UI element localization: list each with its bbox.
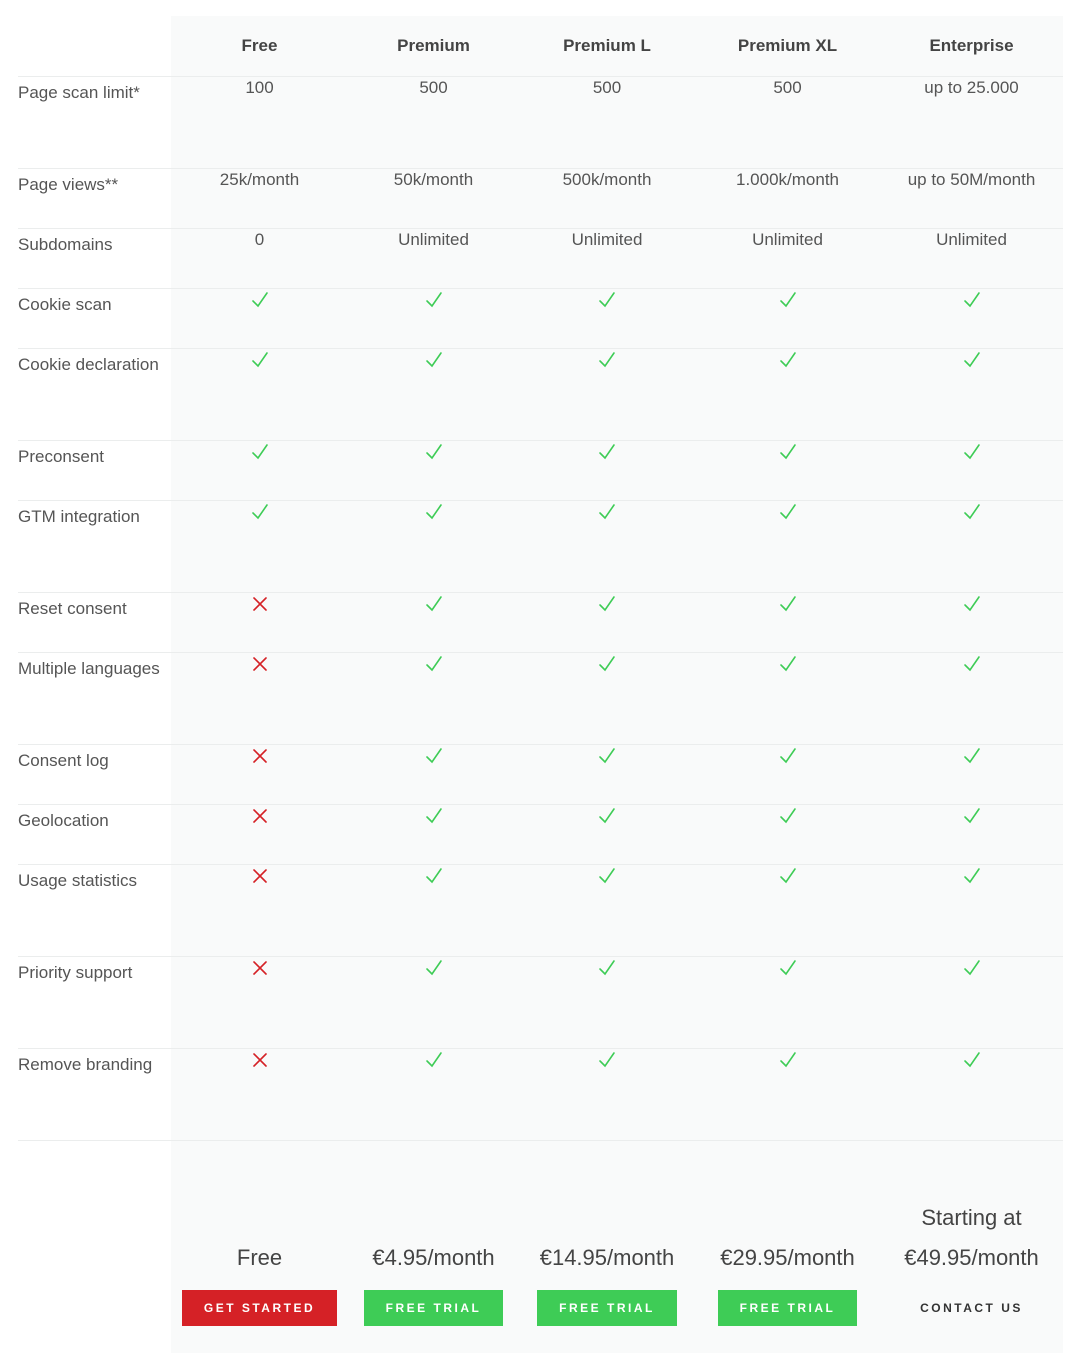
feature-value-cell <box>519 349 695 441</box>
check-icon <box>423 653 445 675</box>
feature-value-cell <box>171 501 348 593</box>
feature-value-cell <box>880 805 1063 865</box>
feature-value: 100 <box>245 78 274 97</box>
feature-value-cell <box>171 229 348 289</box>
feature-row <box>18 593 1063 653</box>
check-icon <box>423 593 445 615</box>
feature-value-cell <box>880 865 1063 957</box>
feature-value-cell <box>348 169 519 229</box>
feature-value-cell <box>695 957 880 1049</box>
check-icon <box>249 349 271 371</box>
cta-cell <box>519 1286 695 1353</box>
cta-cell <box>348 1286 519 1353</box>
feature-value-cell <box>348 77 519 169</box>
check-icon <box>961 593 983 615</box>
cross-icon <box>249 1049 271 1071</box>
feature-row <box>18 169 1063 229</box>
feature-value-cell <box>348 957 519 1049</box>
feature-label: Priority support <box>18 957 171 1049</box>
check-icon <box>596 289 618 311</box>
cta-cell <box>171 1286 348 1353</box>
feature-value-cell <box>695 1049 880 1141</box>
feature-value-cell <box>695 77 880 169</box>
feature-value: Unlimited <box>752 230 823 249</box>
feature-value-cell <box>171 289 348 349</box>
feature-value: 25k/month <box>219 170 300 189</box>
feature-value-cell <box>695 593 880 653</box>
feature-value-cell <box>880 1049 1063 1141</box>
check-icon <box>961 349 983 371</box>
free-trial-premium-xl-button[interactable]: FREE TRIAL <box>718 1290 858 1326</box>
check-icon <box>777 593 799 615</box>
check-icon <box>961 745 983 767</box>
feature-value-cell <box>880 501 1063 593</box>
feature-value-cell <box>171 1049 348 1141</box>
free-trial-premium-l-button[interactable]: FREE TRIAL <box>537 1290 677 1326</box>
price-cell <box>695 1141 880 1287</box>
check-icon <box>777 957 799 979</box>
feature-label: Reset consent <box>18 593 171 653</box>
check-icon <box>777 805 799 827</box>
feature-value: 500 <box>773 78 802 97</box>
feature-value: 1.000k/month <box>735 170 839 189</box>
feature-value-cell <box>519 653 695 745</box>
feature-row <box>18 805 1063 865</box>
feature-row <box>18 349 1063 441</box>
feature-row <box>18 77 1063 169</box>
pricing-comparison-table <box>18 16 1063 1353</box>
price-amount: €14.95/month <box>539 1245 675 1270</box>
check-icon <box>423 865 445 887</box>
feature-value-cell <box>880 229 1063 289</box>
feature-value-cell <box>348 289 519 349</box>
check-icon <box>596 653 618 675</box>
feature-value-cell <box>695 745 880 805</box>
feature-value-cell <box>171 653 348 745</box>
feature-value-cell <box>348 805 519 865</box>
feature-row <box>18 441 1063 501</box>
feature-value-cell <box>519 289 695 349</box>
check-icon <box>777 653 799 675</box>
check-icon <box>961 653 983 675</box>
get-started-button[interactable]: GET STARTED <box>182 1290 337 1326</box>
feature-value-cell <box>519 169 695 229</box>
feature-value-cell <box>348 501 519 593</box>
feature-value-cell <box>171 957 348 1049</box>
feature-label: Cookie declaration <box>18 349 171 441</box>
feature-value-cell <box>695 169 880 229</box>
feature-value: Unlimited <box>571 230 643 249</box>
free-trial-premium-button[interactable]: FREE TRIAL <box>364 1290 504 1326</box>
check-icon <box>961 957 983 979</box>
feature-value-cell <box>880 653 1063 745</box>
feature-value-cell <box>348 653 519 745</box>
check-icon <box>423 957 445 979</box>
feature-value-cell <box>880 77 1063 169</box>
check-icon <box>423 501 445 523</box>
feature-value-cell <box>880 289 1063 349</box>
check-icon <box>777 1049 799 1071</box>
check-icon <box>596 865 618 887</box>
feature-value-cell <box>695 865 880 957</box>
cross-icon <box>249 745 271 767</box>
feature-value-cell <box>348 349 519 441</box>
check-icon <box>596 805 618 827</box>
price-cell <box>171 1141 348 1287</box>
feature-value-cell <box>171 349 348 441</box>
check-icon <box>961 865 983 887</box>
price-cell <box>519 1141 695 1287</box>
feature-label: Multiple languages <box>18 653 171 745</box>
header-corner <box>18 16 171 77</box>
plan-name-premium-xl: Premium XL <box>695 16 880 77</box>
price-row <box>18 1141 1063 1287</box>
feature-value: 50k/month <box>393 170 474 189</box>
price-cell <box>348 1141 519 1287</box>
feature-value: up to 25.000 <box>924 78 1019 97</box>
feature-value-cell <box>695 289 880 349</box>
feature-value: 0 <box>254 230 265 249</box>
check-icon <box>961 1049 983 1071</box>
feature-value-cell <box>880 349 1063 441</box>
feature-value-cell <box>519 593 695 653</box>
cta-cell <box>880 1286 1063 1353</box>
feature-value-cell <box>695 229 880 289</box>
feature-value-cell <box>519 229 695 289</box>
cta-corner <box>18 1286 171 1353</box>
feature-value-cell <box>695 805 880 865</box>
check-icon <box>961 501 983 523</box>
check-icon <box>777 441 799 463</box>
check-icon <box>596 745 618 767</box>
feature-value-cell <box>519 77 695 169</box>
plan-name-free: Free <box>171 16 348 77</box>
feature-value-cell <box>348 1049 519 1141</box>
feature-value: Unlimited <box>936 230 1007 249</box>
cross-icon <box>249 593 271 615</box>
feature-value-cell <box>880 957 1063 1049</box>
check-icon <box>596 593 618 615</box>
feature-value-cell <box>880 169 1063 229</box>
feature-value-cell <box>348 745 519 805</box>
feature-label: GTM integration <box>18 501 171 593</box>
feature-value-cell <box>695 441 880 501</box>
check-icon <box>423 349 445 371</box>
check-icon <box>961 441 983 463</box>
plan-name-premium: Premium <box>348 16 519 77</box>
feature-row <box>18 229 1063 289</box>
price-amount: Free <box>236 1245 283 1270</box>
price-prefix: Starting at <box>921 1205 1022 1230</box>
feature-value-cell <box>348 865 519 957</box>
plan-header-row <box>18 16 1063 77</box>
feature-label: Usage statistics <box>18 865 171 957</box>
feature-value-cell <box>519 745 695 805</box>
check-icon <box>249 441 271 463</box>
feature-label: Cookie scan <box>18 289 171 349</box>
feature-value-cell <box>348 593 519 653</box>
feature-label: Consent log <box>18 745 171 805</box>
cta-row <box>18 1286 1063 1353</box>
feature-label: Preconsent <box>18 441 171 501</box>
cross-icon <box>249 653 271 675</box>
cta-cell <box>695 1286 880 1353</box>
feature-value-cell <box>171 745 348 805</box>
feature-label: Geolocation <box>18 805 171 865</box>
price-corner <box>18 1141 171 1287</box>
feature-value: up to 50M/month <box>907 170 1036 189</box>
feature-value-cell <box>695 501 880 593</box>
check-icon <box>596 349 618 371</box>
feature-value: 500k/month <box>562 170 652 189</box>
feature-value-cell <box>171 805 348 865</box>
check-icon <box>423 1049 445 1071</box>
feature-value: 500 <box>419 78 448 97</box>
check-icon <box>423 745 445 767</box>
check-icon <box>423 289 445 311</box>
feature-value-cell <box>519 805 695 865</box>
feature-value-cell <box>171 441 348 501</box>
check-icon <box>596 1049 618 1071</box>
cross-icon <box>249 865 271 887</box>
feature-value: 500 <box>592 78 622 97</box>
feature-value-cell <box>880 593 1063 653</box>
feature-value-cell <box>880 441 1063 501</box>
check-icon <box>777 349 799 371</box>
price-amount: €4.95/month <box>372 1245 495 1270</box>
feature-value-cell <box>519 501 695 593</box>
check-icon <box>961 805 983 827</box>
feature-row <box>18 1049 1063 1141</box>
feature-value-cell <box>519 865 695 957</box>
check-icon <box>596 957 618 979</box>
check-icon <box>961 289 983 311</box>
feature-label: Page scan limit* <box>18 77 171 169</box>
feature-row <box>18 865 1063 957</box>
feature-row <box>18 653 1063 745</box>
feature-value-cell <box>695 349 880 441</box>
check-icon <box>249 501 271 523</box>
check-icon <box>777 865 799 887</box>
feature-label: Page views** <box>18 169 171 229</box>
feature-rows <box>18 77 1063 1141</box>
check-icon <box>596 441 618 463</box>
feature-value-cell <box>519 1049 695 1141</box>
feature-label: Remove branding <box>18 1049 171 1141</box>
plan-name-enterprise: Enterprise <box>880 16 1063 77</box>
feature-value-cell <box>348 229 519 289</box>
feature-value-cell <box>695 653 880 745</box>
check-icon <box>423 805 445 827</box>
feature-value-cell <box>880 745 1063 805</box>
plan-name-premium-l: Premium L <box>519 16 695 77</box>
price-cell <box>880 1141 1063 1287</box>
feature-value-cell <box>171 169 348 229</box>
check-icon <box>423 441 445 463</box>
feature-value-cell <box>171 593 348 653</box>
price-amount: €29.95/month <box>720 1245 855 1270</box>
check-icon <box>777 501 799 523</box>
feature-value-cell <box>519 957 695 1049</box>
check-icon <box>596 501 618 523</box>
cross-icon <box>249 805 271 827</box>
feature-value-cell <box>171 865 348 957</box>
feature-row <box>18 501 1063 593</box>
feature-row <box>18 745 1063 805</box>
check-icon <box>249 289 271 311</box>
cross-icon <box>249 957 271 979</box>
contact-us-button[interactable]: CONTACT US <box>898 1290 1045 1326</box>
feature-label: Subdomains <box>18 229 171 289</box>
check-icon <box>777 289 799 311</box>
feature-row <box>18 289 1063 349</box>
feature-value-cell <box>348 441 519 501</box>
check-icon <box>777 745 799 767</box>
feature-value: Unlimited <box>398 230 469 249</box>
feature-row <box>18 957 1063 1049</box>
feature-value-cell <box>519 441 695 501</box>
price-amount: €49.95/month <box>904 1245 1039 1270</box>
feature-value-cell <box>171 77 348 169</box>
